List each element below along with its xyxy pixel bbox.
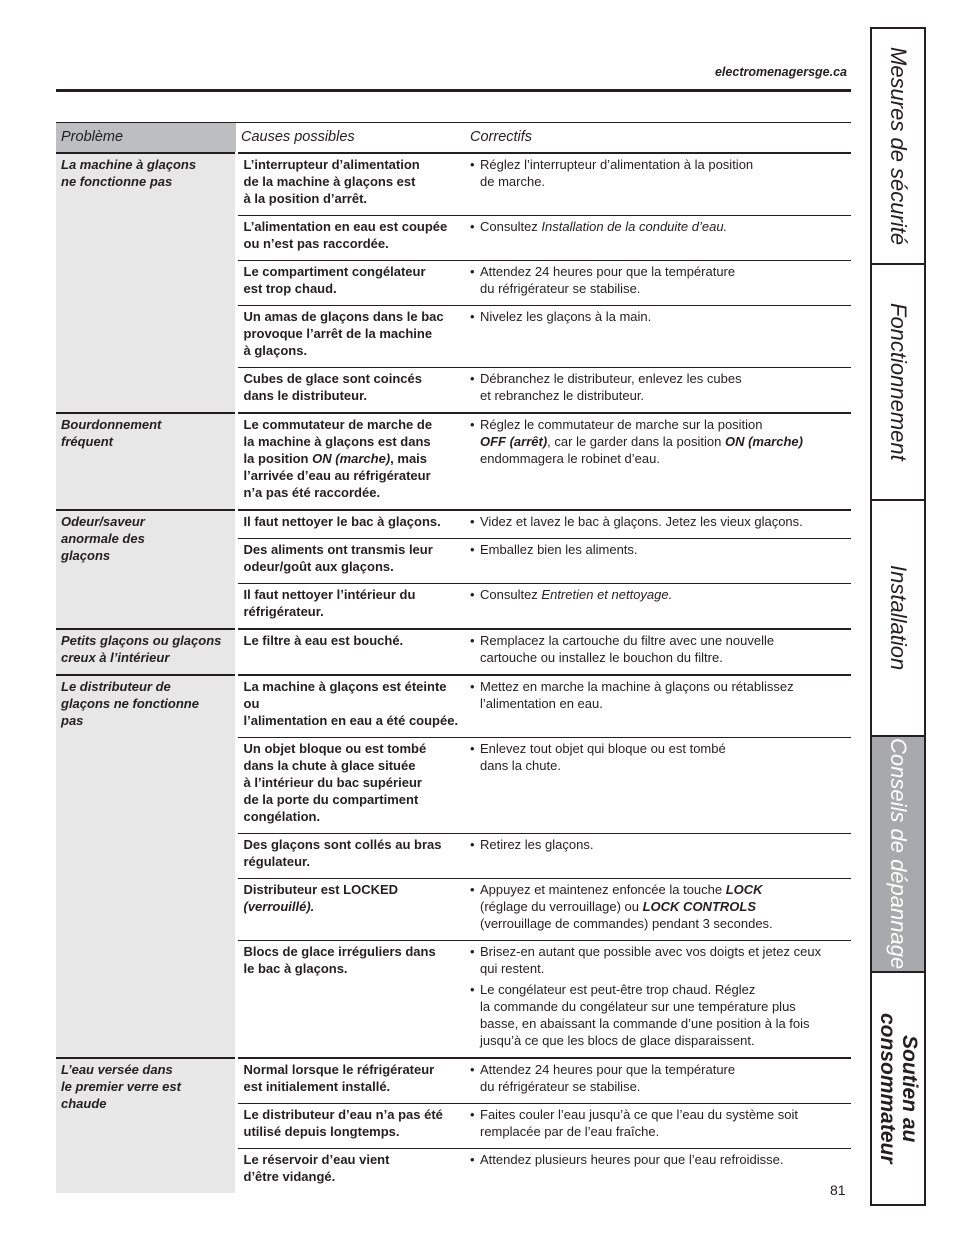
bullet-dot-icon: • bbox=[470, 1062, 475, 1077]
text-segment: , car le garder dans la position bbox=[547, 434, 725, 449]
section-tab-label: Mesures de sécurité bbox=[886, 46, 911, 246]
text-segment: Videz et lavez le bac à glaçons. Jetez les vieux glaçons. bbox=[480, 514, 803, 529]
text-segment: Le compartiment congélateur est trop chaud. bbox=[243, 264, 426, 296]
text-segment: Il faut nettoyer le bac à glaçons. bbox=[243, 514, 441, 529]
text-segment: Le réservoir d’eau vient d’être vidangé. bbox=[243, 1152, 390, 1184]
page-number: 81 bbox=[830, 1182, 846, 1198]
table-row bbox=[56, 510, 851, 539]
bullet-dot-icon: • bbox=[470, 309, 475, 324]
cause-cell bbox=[236, 1104, 465, 1149]
bullet-dot-icon: • bbox=[470, 371, 475, 386]
fix-text bbox=[480, 586, 846, 603]
text-segment: Consultez bbox=[480, 587, 542, 602]
cause-cell bbox=[236, 539, 465, 584]
bullet-dot-icon: • bbox=[470, 264, 475, 279]
cause-cell bbox=[236, 941, 465, 1059]
section-tab[interactable] bbox=[872, 501, 924, 737]
fix-bullet bbox=[470, 678, 846, 712]
fix-cell bbox=[465, 738, 851, 834]
section-tab-label: Installation bbox=[886, 565, 911, 671]
fix-text bbox=[480, 416, 846, 467]
fix-text bbox=[480, 263, 846, 297]
fix-cell bbox=[465, 1058, 851, 1104]
text-segment: Enlevez tout objet qui bloque ou est tombé dans la chute. bbox=[480, 741, 726, 773]
cause-cell bbox=[236, 1058, 465, 1104]
text-segment: Réglez l’interrupteur d’alimentation à la position de marche. bbox=[480, 157, 754, 189]
fix-text bbox=[480, 370, 846, 404]
cause-cell bbox=[236, 675, 465, 738]
table-row bbox=[56, 629, 851, 675]
section-tabs bbox=[870, 27, 926, 1206]
section-tab[interactable] bbox=[872, 973, 924, 1204]
section-tab[interactable] bbox=[872, 737, 924, 973]
bullet-dot-icon: • bbox=[470, 679, 475, 694]
cause-cell bbox=[236, 153, 465, 216]
fix-cell bbox=[465, 261, 851, 306]
text-segment: , mais l’arrivée d’eau au réfrigérateur n’a pas été raccordée. bbox=[243, 451, 431, 500]
header-problem: Problème bbox=[56, 123, 236, 154]
table-row bbox=[56, 675, 851, 738]
text-segment: Entretien et nettoyage. bbox=[541, 587, 673, 602]
fix-text bbox=[480, 1151, 846, 1168]
text-segment: Des aliments ont transmis leur odeur/goût aux glaçons. bbox=[243, 542, 433, 574]
fix-bullet bbox=[470, 156, 846, 190]
section-tab[interactable] bbox=[872, 265, 924, 501]
fix-text bbox=[480, 943, 846, 977]
text-segment: Faites couler l’eau jusqu’à ce que l’eau du système soit remplacée par de l’eau fraîche. bbox=[480, 1107, 798, 1139]
fix-cell bbox=[465, 368, 851, 414]
table-row bbox=[56, 153, 851, 216]
text-segment: Appuyez et maintenez enfoncée la touche bbox=[480, 882, 726, 897]
site-url: electromenagersge.ca bbox=[714, 65, 847, 79]
text-segment: Distributeur est LOCKED bbox=[243, 882, 399, 897]
problem-cell: Bourdonnement fréquent bbox=[56, 413, 236, 510]
fix-bullet bbox=[470, 740, 846, 774]
fix-bullet bbox=[470, 308, 846, 325]
cause-cell bbox=[236, 629, 465, 675]
fix-cell bbox=[465, 510, 851, 539]
cause-cell bbox=[236, 413, 465, 510]
cause-cell bbox=[236, 368, 465, 414]
fix-cell bbox=[465, 1104, 851, 1149]
fix-bullet bbox=[470, 836, 846, 853]
text-segment: (verrouillé). bbox=[243, 899, 315, 914]
fix-bullet bbox=[470, 943, 846, 977]
text-segment: OFF (arrêt) bbox=[480, 434, 548, 449]
cause-cell bbox=[236, 1149, 465, 1194]
fix-cell bbox=[465, 629, 851, 675]
fix-bullet bbox=[470, 1151, 846, 1168]
fix-text bbox=[480, 308, 846, 325]
fix-cell bbox=[465, 941, 851, 1059]
bullet-dot-icon: • bbox=[470, 837, 475, 852]
fix-bullet bbox=[470, 586, 846, 603]
problem-cell: Odeur/saveur anormale des glaçons bbox=[56, 510, 236, 629]
text-segment: Brisez-en autant que possible avec vos doigts et jetez ceux qui restent. bbox=[480, 944, 822, 976]
fix-cell bbox=[465, 539, 851, 584]
fix-cell bbox=[465, 834, 851, 879]
fix-text bbox=[480, 836, 846, 853]
text-segment: Un objet bloque ou est tombé dans la chute à glace située à l’intérieur du bac supérieur de la porte du compartiment congélation. bbox=[243, 741, 427, 824]
text-segment: Attendez 24 heures pour que la température du réfrigérateur se stabilise. bbox=[480, 1062, 736, 1094]
bullet-dot-icon: • bbox=[470, 587, 475, 602]
fix-text bbox=[480, 541, 846, 558]
fix-bullet bbox=[470, 632, 846, 666]
fix-text bbox=[480, 513, 846, 530]
text-segment: (réglage du verrouillage) ou bbox=[480, 899, 643, 914]
table-body bbox=[56, 153, 851, 1193]
text-segment: Attendez 24 heures pour que la température du réfrigérateur se stabilise. bbox=[480, 264, 736, 296]
bullet-dot-icon: • bbox=[470, 1107, 475, 1122]
problem-cell: Petits glaçons ou glaçons creux à l’intérieur bbox=[56, 629, 236, 675]
text-segment: endommagera le robinet d’eau. bbox=[480, 451, 660, 466]
text-segment: Le commutateur de marche de la machine à glaçons est dans la position bbox=[243, 417, 433, 466]
section-tab-label: Soutien au consommateur bbox=[876, 1013, 921, 1164]
fix-bullet bbox=[470, 1061, 846, 1095]
text-segment: Réglez le commutateur de marche sur la position bbox=[480, 417, 763, 432]
cause-cell bbox=[236, 216, 465, 261]
bullet-dot-icon: • bbox=[470, 633, 475, 648]
fix-cell bbox=[465, 675, 851, 738]
fix-bullet bbox=[470, 513, 846, 530]
table-row bbox=[56, 413, 851, 510]
bullet-dot-icon: • bbox=[470, 1152, 475, 1167]
cause-cell bbox=[236, 834, 465, 879]
header-causes: Causes possibles bbox=[236, 123, 465, 154]
text-segment: Normal lorsque le réfrigérateur est initialement installé. bbox=[243, 1062, 435, 1094]
text-segment: Attendez plusieurs heures pour que l’eau refroidisse. bbox=[480, 1152, 784, 1167]
text-segment: Blocs de glace irréguliers dans le bac à glaçons. bbox=[243, 944, 436, 976]
text-segment: Emballez bien les aliments. bbox=[480, 542, 638, 557]
text-segment: ON (marche) bbox=[312, 451, 391, 466]
text-segment: Il faut nettoyer l’intérieur du réfrigérateur. bbox=[243, 587, 416, 619]
text-segment: Mettez en marche la machine à glaçons ou rétablissez l’alimentation en eau. bbox=[480, 679, 794, 711]
text-segment: LOCK bbox=[725, 882, 763, 897]
text-segment: LOCK CONTROLS bbox=[642, 899, 756, 914]
bullet-dot-icon: • bbox=[470, 982, 475, 997]
section-tab-label: Conseils de dépannage bbox=[886, 738, 911, 970]
fix-text bbox=[480, 1106, 846, 1140]
fix-bullet bbox=[470, 1106, 846, 1140]
bullet-dot-icon: • bbox=[470, 417, 475, 432]
text-segment: Des glaçons sont collés au bras régulateur. bbox=[243, 837, 442, 869]
bullet-dot-icon: • bbox=[470, 882, 475, 897]
text-segment: Installation de la conduite d’eau. bbox=[541, 219, 728, 234]
fix-text bbox=[480, 1061, 846, 1095]
fix-text bbox=[480, 218, 846, 235]
table-header-row bbox=[56, 123, 851, 154]
bullet-dot-icon: • bbox=[470, 219, 475, 234]
section-tab-label: Fonctionnement bbox=[886, 303, 911, 461]
fix-cell bbox=[465, 879, 851, 941]
text-segment: Nivelez les glaçons à la main. bbox=[480, 309, 652, 324]
fix-cell bbox=[465, 216, 851, 261]
bullet-dot-icon: • bbox=[470, 542, 475, 557]
text-segment: La machine à glaçons est éteinte ou l’alimentation en eau a été coupée. bbox=[243, 679, 459, 728]
fix-text bbox=[480, 632, 846, 666]
bullet-dot-icon: • bbox=[470, 741, 475, 756]
problem-cell: L’eau versée dans le premier verre est chaude bbox=[56, 1058, 236, 1193]
text-segment: Un amas de glaçons dans le bac provoque l’arrêt de la machine à glaçons. bbox=[243, 309, 444, 358]
text-segment: ON (marche) bbox=[724, 434, 803, 449]
text-segment: Le distributeur d’eau n’a pas été utilisé depuis longtemps. bbox=[243, 1107, 443, 1139]
fix-cell bbox=[465, 584, 851, 630]
cause-cell bbox=[236, 306, 465, 368]
problem-cell: Le distributeur de glaçons ne fonctionne pas bbox=[56, 675, 236, 1058]
fix-bullet bbox=[470, 263, 846, 297]
problem-cell: La machine à glaçons ne fonctionne pas bbox=[56, 153, 236, 413]
section-tab[interactable] bbox=[872, 29, 924, 265]
cause-cell bbox=[236, 738, 465, 834]
fix-cell bbox=[465, 413, 851, 510]
bullet-dot-icon: • bbox=[470, 514, 475, 529]
cause-cell bbox=[236, 584, 465, 630]
fix-bullet bbox=[470, 416, 846, 467]
fix-bullet bbox=[470, 981, 846, 1049]
troubleshooting-table bbox=[56, 122, 851, 1193]
bullet-dot-icon: • bbox=[470, 944, 475, 959]
cause-cell bbox=[236, 510, 465, 539]
text-segment: Retirez les glaçons. bbox=[480, 837, 594, 852]
fix-bullet bbox=[470, 370, 846, 404]
fix-text bbox=[480, 740, 846, 774]
fix-cell bbox=[465, 306, 851, 368]
text-segment: Cubes de glace sont coincés dans le distributeur. bbox=[243, 371, 422, 403]
fix-text bbox=[480, 981, 846, 1049]
text-segment: Débranchez le distributeur, enlevez les cubes et rebranchez le distributeur. bbox=[480, 371, 742, 403]
text-segment: L’interrupteur d’alimentation de la machine à glaçons est à la position d’arrêt. bbox=[243, 157, 420, 206]
fix-cell bbox=[465, 153, 851, 216]
bullet-dot-icon: • bbox=[470, 157, 475, 172]
fix-text bbox=[480, 156, 846, 190]
header-rule bbox=[56, 89, 851, 92]
text-segment: (verrouillage de commandes) pendant 3 secondes. bbox=[480, 916, 773, 931]
fix-cell bbox=[465, 1149, 851, 1194]
fix-text bbox=[480, 678, 846, 712]
fix-text bbox=[480, 881, 846, 932]
cause-cell bbox=[236, 879, 465, 941]
fix-bullet bbox=[470, 881, 846, 932]
text-segment: Le congélateur est peut-être trop chaud. Réglez la commande du congélateur sur une température plus basse, en abaissant la commande d’une position à la fois jusqu’à ce que les blocs de glace disparaissent. bbox=[480, 982, 810, 1048]
header-fixes: Correctifs bbox=[465, 123, 851, 154]
table-row bbox=[56, 1058, 851, 1104]
fix-bullet bbox=[470, 541, 846, 558]
text-segment: Remplacez la cartouche du filtre avec une nouvelle cartouche ou installez le bouchon du filtre. bbox=[480, 633, 775, 665]
text-segment: Le filtre à eau est bouché. bbox=[243, 633, 404, 648]
text-segment: Consultez bbox=[480, 219, 542, 234]
text-segment: L’alimentation en eau est coupée ou n’est pas raccordée. bbox=[243, 219, 448, 251]
cause-cell bbox=[236, 261, 465, 306]
fix-bullet bbox=[470, 218, 846, 235]
